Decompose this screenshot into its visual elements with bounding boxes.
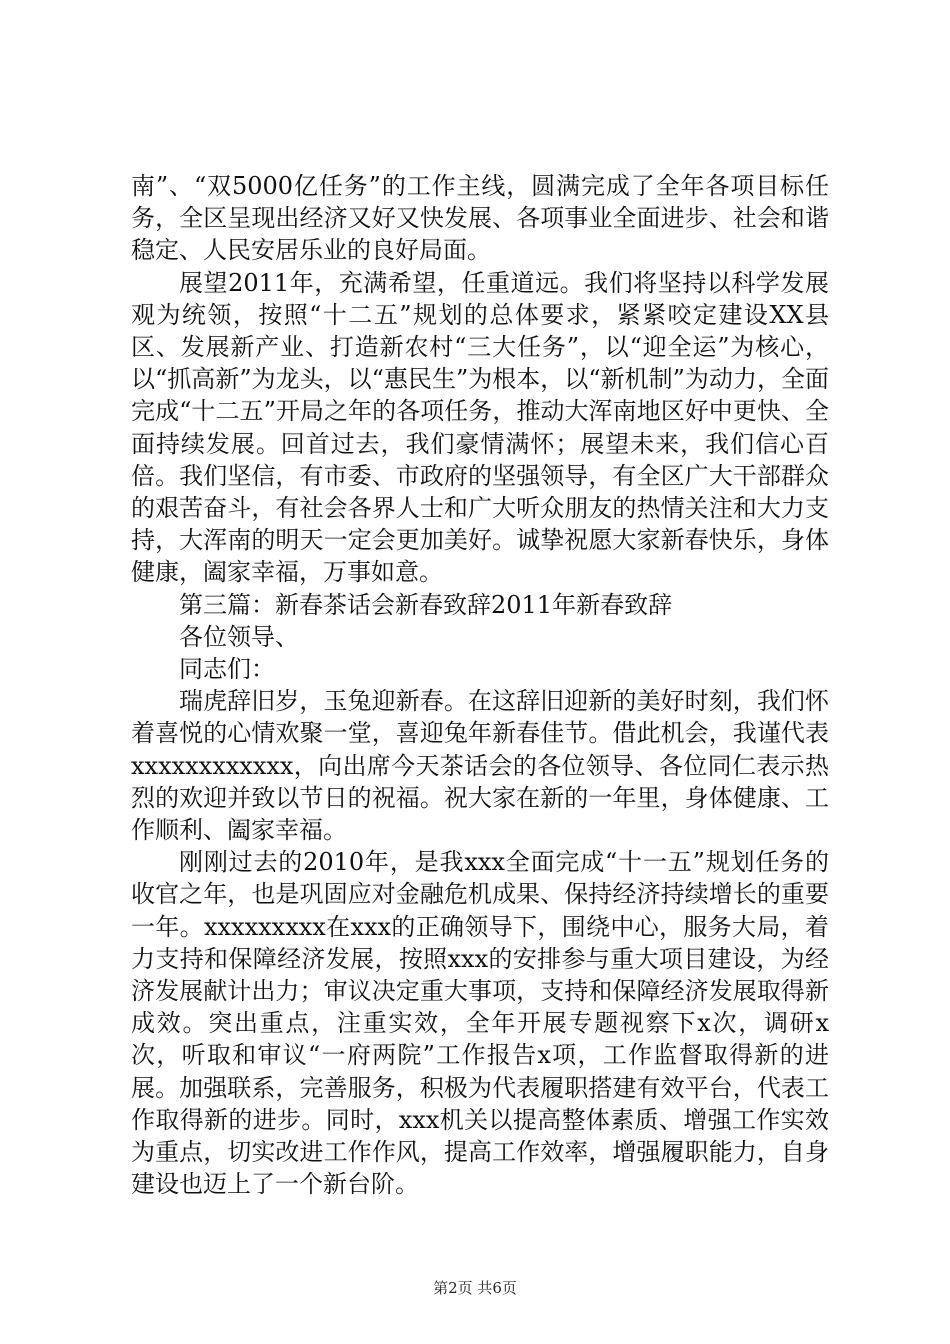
paragraph-outlook: 展望2011年，充满希望，任重道远。我们将坚持以科学发展观为统领，按照“十二五”规划的总体要求，紧紧咬定建设XX县区、发展新产业、打造新农村“三大任务”，以“迎全运”为核心，以“抓高新”为龙头，以“惠民生”为根本，以“新机制”为动力，全面完成“十二五”开局之年的各项任务，推动大浑南地区好中更快、全面持续发展。回首过去，我们豪情满怀；展望未来，我们信心百倍。我们坚信，有市委、市政府的坚强领导，有全区广大干部群众的艰苦奋斗，有社会各界人士和广大听众朋友的热情关注和大力支持，大浑南的明天一定会更加美好。诚挚祝愿大家新春快乐，身体健康，阖家幸福，万事如意。 xyxy=(131,268,829,587)
paragraph-review: 刚刚过去的2010年，是我xxx全面完成“十一五”规划任务的收官之年，也是巩固应对金融危机成果、保持经济持续增长的重要一年。xxxxxxxxx在xxx的正确领导下，围绕中心，服务大局，着力支持和保障经济发展，按照xxx的安排参与重大项目建设，为经济发展献计出力；审议决定重大事项，支持和保障经济发展取得新成效。突出重点，注重实效，全年开展专题视察下x次，调研x次，听取和审议“一府两院”工作报告x项，工作监督取得新的进展。加强联系，完善服务，积极为代表履职搭建有效平台，代表工作取得新的进步。同时，xxx机关以提高整体素质、增强工作实效为重点，切实改进工作作风，提高工作效率，增强履职能力，自身建设也迈上了一个新台阶。 xyxy=(131,848,829,1199)
page-number: 第2页 共6页 xyxy=(433,1279,517,1297)
section-title: 第三篇：新春茶话会新春致辞2011年新春致辞 xyxy=(179,590,673,619)
salutation-comrades: 同志们： xyxy=(179,655,275,684)
paragraph-greeting: 瑞虎辞旧岁，玉兔迎新春。在这辞旧迎新的美好时刻，我们怀着喜悦的心情欢聚一堂，喜迎兔年新春佳节。借此机会，我谨代表xxxxxxxxxxxx，向出席今天茶话会的各位领导、各位同仁表示热烈的欢迎并致以节日的祝福。祝大家在新的一年里，身体健康、工作顺利、阖家幸福。 xyxy=(131,687,829,845)
document-body xyxy=(131,170,829,1201)
paragraph-continued: 南”、“双5000亿任务”的工作主线，圆满完成了全年各项目标任务，全区呈现出经济又好又快发展、各项事业全面进步、社会和谐稳定、人民安居乐业的良好局面。 xyxy=(131,172,829,265)
salutation-leaders: 各位领导、 xyxy=(179,622,299,651)
